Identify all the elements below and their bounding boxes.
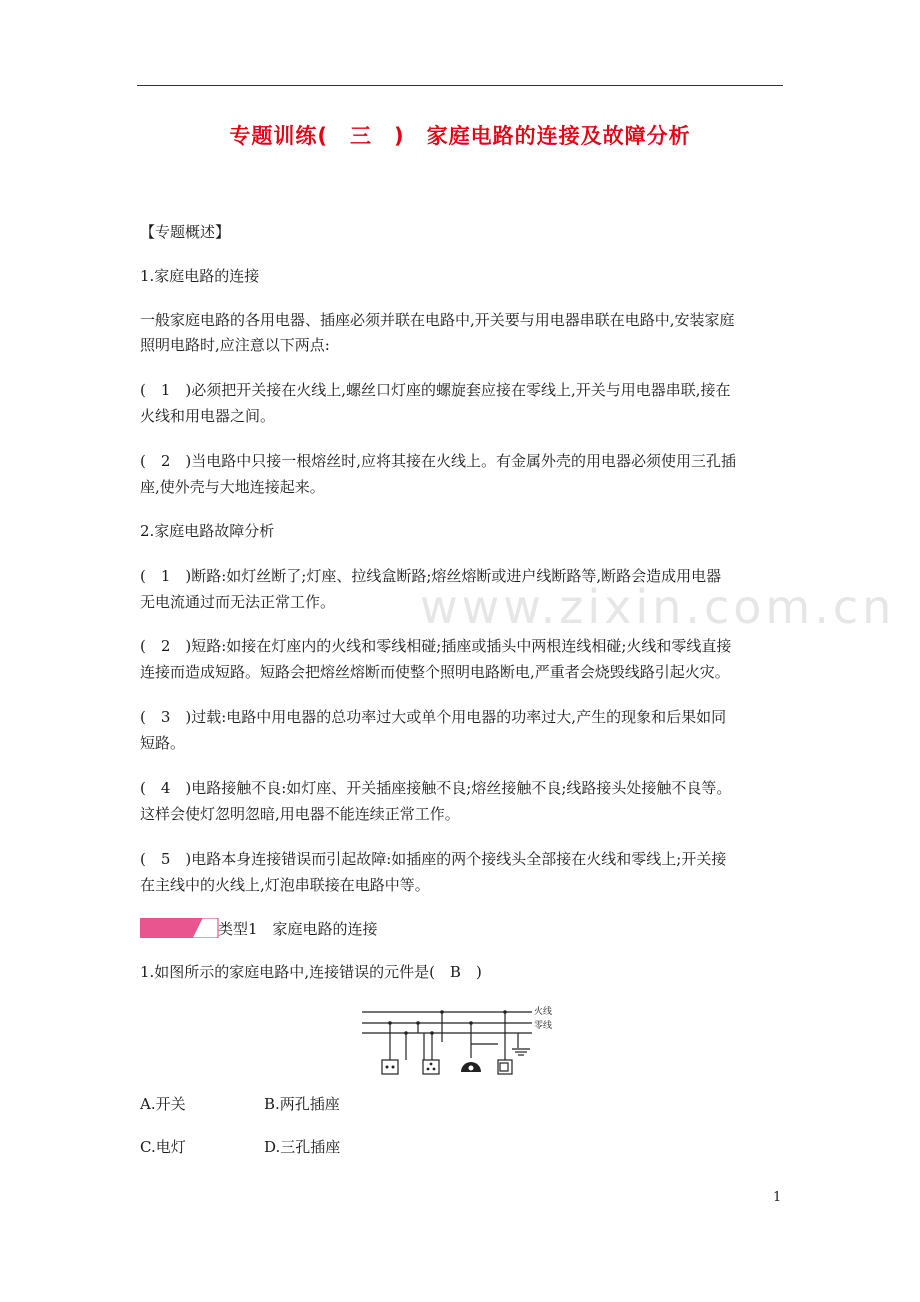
part2-point3-line2: 短路。	[140, 734, 186, 752]
part1-point2-line2: 座,使外壳与大地连接起来。	[140, 478, 325, 496]
section-heading: 【专题概述】	[140, 223, 231, 241]
option-b: B.两孔插座	[264, 1095, 340, 1113]
page-number: 1	[773, 1190, 782, 1205]
part2-point2-line1: ( 2 )短路:如接在灯座内的火线和零线相碰;插座或插头中两根连线相碰;火线和零线直接	[140, 637, 732, 655]
wire-live-label: 火线	[534, 1007, 553, 1017]
header-rule	[137, 85, 783, 86]
part2-point1-line1: ( 1 )断路:如灯丝断了;灯座、拉线盒断路;熔丝熔断或进户线断路等,断路会造成用电器	[140, 567, 722, 585]
part1-point1-line1: ( 1 )必须把开关接在火线上,螺丝口灯座的螺旋套应接在零线上,开关与用电器串联,接在	[140, 381, 731, 399]
part1-point2-line1: ( 2 )当电路中只接一根熔丝时,应将其接在火线上。有金属外壳的用电器必须使用三孔插	[140, 452, 737, 470]
wire-neutral-label: 零线	[534, 1021, 553, 1031]
part2-point2-line2: 连接而造成短路。短路会把熔丝熔断而使整个照明电路断电,严重者会烧毁线路引起火灾。	[140, 663, 730, 681]
question1-stem: 1.如图所示的家庭电路中,连接错误的元件是( B )	[140, 963, 482, 981]
watermark: www.zixin.com.cn	[420, 580, 896, 634]
part2-heading: 2.家庭电路故障分析	[140, 522, 275, 540]
part1-point1-line2: 火线和用电器之间。	[140, 407, 276, 425]
part1-intro-line1: 一般家庭电路的各用电器、插座必须并联在电路中,开关要与用电器串联在电路中,安装家庭	[140, 311, 735, 329]
part2-point1-line2: 无电流通过而无法正常工作。	[140, 593, 336, 611]
option-d: D.三孔插座	[264, 1138, 341, 1156]
page-title: 专题训练( 三 ) 家庭电路的连接及故障分析	[229, 124, 691, 148]
part2-point5-line2: 在主线中的火线上,灯泡串联接在电路中等。	[140, 876, 430, 894]
part2-point4-line1: ( 4 )电路接触不良:如灯座、开关插座接触不良;熔丝接触不良;线路接头处接触不良等。	[140, 779, 732, 797]
type-badge-icon	[140, 918, 220, 938]
part2-point5-line1: ( 5 )电路本身连接错误而引起故障:如插座的两个接线头全部接在火线和零线上;开关接	[140, 850, 727, 868]
part2-point4-line2: 这样会使灯忽明忽暗,用电器不能连续正常工作。	[140, 805, 460, 823]
part2-point3-line1: ( 3 )过载:电路中用电器的总功率过大或单个用电器的功率过大,产生的现象和后果如同	[140, 708, 727, 726]
circuit-diagram	[358, 1000, 570, 1080]
option-c: C.电灯	[140, 1138, 186, 1156]
type1-label: 类型1 家庭电路的连接	[218, 920, 378, 938]
part1-intro-line2: 照明电路时,应注意以下两点:	[140, 336, 330, 354]
option-a: A.开关	[140, 1095, 186, 1113]
part1-heading: 1.家庭电路的连接	[140, 267, 260, 285]
